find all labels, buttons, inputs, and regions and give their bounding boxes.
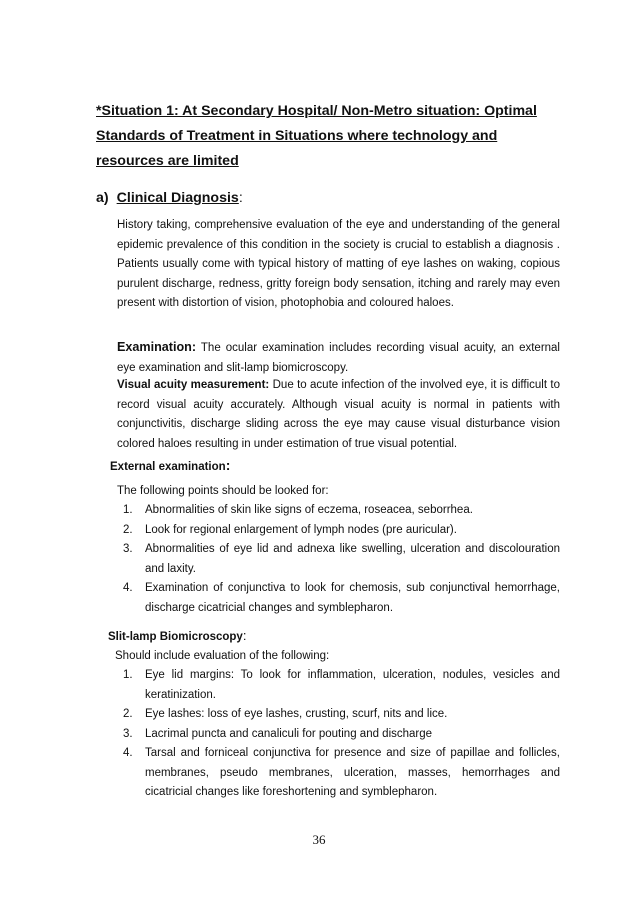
list-number: 3. — [123, 727, 133, 740]
list-item — [117, 705, 560, 725]
list-number: 2. — [123, 708, 133, 720]
external-examination-heading-colon: : — [225, 457, 231, 473]
slit-lamp-heading — [108, 628, 246, 643]
list-item — [117, 501, 560, 521]
list-item — [117, 725, 560, 745]
visual-acuity-label: Visual acuity measurement: — [117, 379, 270, 391]
external-examination-heading-text: External examination — [110, 461, 226, 473]
list-item — [117, 744, 560, 803]
list-number: 4. — [123, 582, 133, 594]
list-number: 3. — [123, 543, 133, 555]
section-marker: a) — [96, 190, 109, 206]
list-item-text: Look for regional enlargement of lymph nodes (pre auricular). — [145, 523, 457, 536]
visual-acuity-paragraph — [117, 376, 560, 454]
list-item — [117, 521, 560, 541]
section-heading-text: Clinical Diagnosis — [116, 190, 239, 206]
list-number: 4. — [123, 747, 133, 759]
section-heading-clinical-diagnosis — [96, 190, 243, 206]
slit-lamp-list — [117, 666, 560, 803]
visual-acuity-text: Due to acute infection of the involved eye, it is difficult to record visual acuity accurately. Although visual acuity is normal in patients with conjunctivitis, discharge sliding across the eye may cause visual disturbance vision colored haloes resulting in under estimation of true visual potential. — [117, 379, 560, 450]
list-number: 2. — [123, 523, 133, 536]
external-examination-intro: The following points should be looked for: — [117, 485, 329, 497]
external-examination-list — [117, 501, 560, 618]
examination-text: The ocular examination includes recording visual acuity, an external eye examination and slit-lamp biomicroscopy. — [117, 342, 560, 374]
list-item — [117, 579, 560, 618]
document-title: *Situation 1: At Secondary Hospital/ Non-Metro situation: Optimal Standards of Treatment in Situations where technology and resources are limited — [96, 103, 537, 169]
list-item-text: Lacrimal puncta and canaliculi for pouting and discharge — [145, 727, 433, 740]
section-heading-colon: : — [238, 190, 243, 206]
clinical-diagnosis-paragraph: History taking, comprehensive evaluation of the eye and understanding of the general epidemic prevalence of this condition in the society is crucial to establish a diagnosis . Patients usually come with typical history of matting of eye lashes on waking, copious purulent discharge, redness, gritty foreign body sensation, itching and rarely may even present with distortion of vision, photophobia and coloured haloes. — [117, 219, 560, 309]
slit-lamp-heading-text: Slit-lamp Biomicroscopy — [108, 631, 243, 643]
list-number: 1. — [123, 669, 133, 681]
list-item-text: Tarsal and forniceal conjunctiva for presence and size of papillae and follicles, membranes, pseudo membranes, ulceration, masses, hemorrhages and cicatricial changes like foreshortening and symblepharon. — [145, 747, 560, 798]
list-item-text: Eye lashes: loss of eye lashes, crusting, scurf, nits and lice. — [145, 708, 448, 720]
list-item-text: Eye lid margins: To look for inflammation, ulceration, nodules, vesicles and keratinization. — [145, 669, 560, 701]
slit-lamp-heading-colon: : — [242, 628, 247, 643]
external-examination-heading — [110, 457, 230, 473]
list-item — [117, 666, 560, 705]
list-item-text: Examination of conjunctiva to look for chemosis, sub conjunctival hemorrhage, discharge cicatricial changes and symblepharon. — [145, 582, 560, 614]
list-item-text: Abnormalities of eye lid and adnexa like swelling, ulceration and discolouration and laxity. — [145, 543, 560, 575]
list-number: 1. — [123, 504, 133, 516]
examination-label: Examination: — [117, 340, 197, 354]
examination-paragraph — [117, 338, 560, 378]
list-item-text: Abnormalities of skin like signs of eczema, roseacea, seborrhea. — [145, 504, 473, 516]
slit-lamp-intro: Should include evaluation of the following: — [115, 650, 330, 662]
list-item — [117, 540, 560, 579]
page-number: 36 — [312, 832, 326, 847]
